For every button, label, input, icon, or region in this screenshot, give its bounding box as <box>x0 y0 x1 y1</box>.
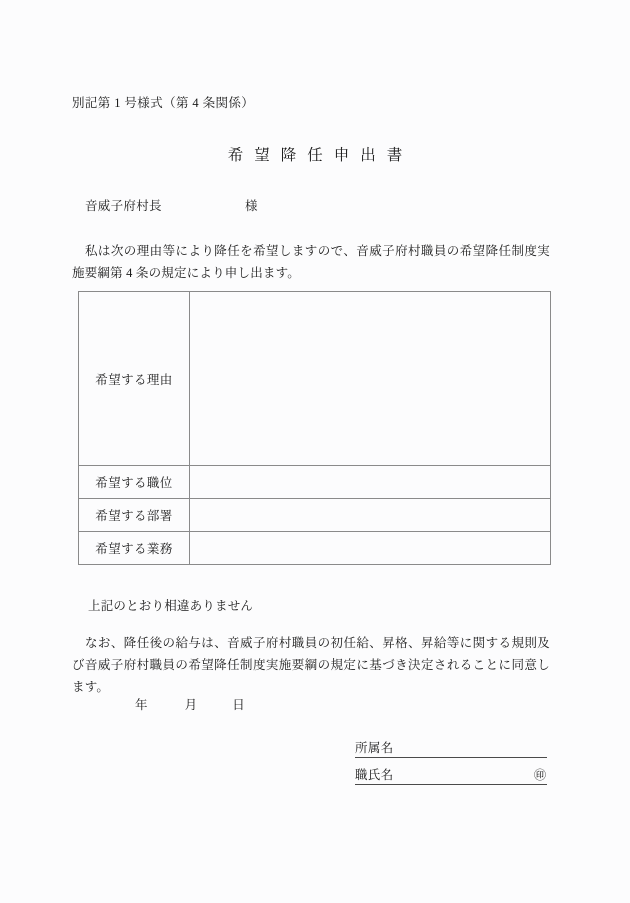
table-row-label-position: 希望する職位 <box>79 466 190 499</box>
addressee-name: 音威子府村長 <box>85 199 162 213</box>
table-row <box>79 466 551 499</box>
addressee-line <box>85 196 257 214</box>
consent-paragraph <box>72 632 550 698</box>
date-month-label: 月 <box>184 698 198 712</box>
consent-paragraph-text: なお、降任後の給与は、音威子府村職員の初任給、昇格、昇給等に関する規則及び音威子府村職員の希望降任制度実施要綱の規定に基づき決定されることに同意します。 <box>72 636 550 694</box>
table-row-value-duties[interactable] <box>190 532 551 565</box>
entry-table <box>78 291 551 565</box>
table-row-value-department[interactable] <box>190 499 551 532</box>
date-line <box>135 695 245 713</box>
seal-icon: ㊞ <box>533 768 546 782</box>
table-row <box>79 292 551 466</box>
affiliation-label: 所属名 <box>355 741 394 755</box>
date-year-label: 年 <box>135 698 148 712</box>
table-row-label-duties: 希望する業務 <box>79 532 190 565</box>
date-day-label: 日 <box>232 698 245 712</box>
form-number: 別記第 1 号様式（第 4 条関係） <box>72 96 255 110</box>
table-row <box>79 532 551 565</box>
table-row-label-department: 希望する部署 <box>79 499 190 532</box>
name-label: 職氏名 <box>355 768 394 782</box>
table-row-label-reason: 希望する理由 <box>79 292 190 466</box>
table-row-value-position[interactable] <box>190 466 551 499</box>
intro-paragraph-text: 私は次の理由等により降任を希望しますので、音威子府村職員の希望降任制度実施要綱第 4 条の規定により申し出ます。 <box>72 244 550 280</box>
addressee-honorific: 様 <box>244 199 258 213</box>
affiliation-field-row[interactable] <box>355 735 547 758</box>
table-row-value-reason[interactable] <box>190 292 551 466</box>
intro-paragraph <box>72 240 550 284</box>
confirmation-statement: 上記のとおり相違ありません <box>88 599 254 613</box>
document-title: 希望降任申出書 <box>227 147 414 164</box>
signature-block <box>355 735 547 785</box>
name-field-row[interactable] <box>355 762 547 785</box>
table-row <box>79 499 551 532</box>
